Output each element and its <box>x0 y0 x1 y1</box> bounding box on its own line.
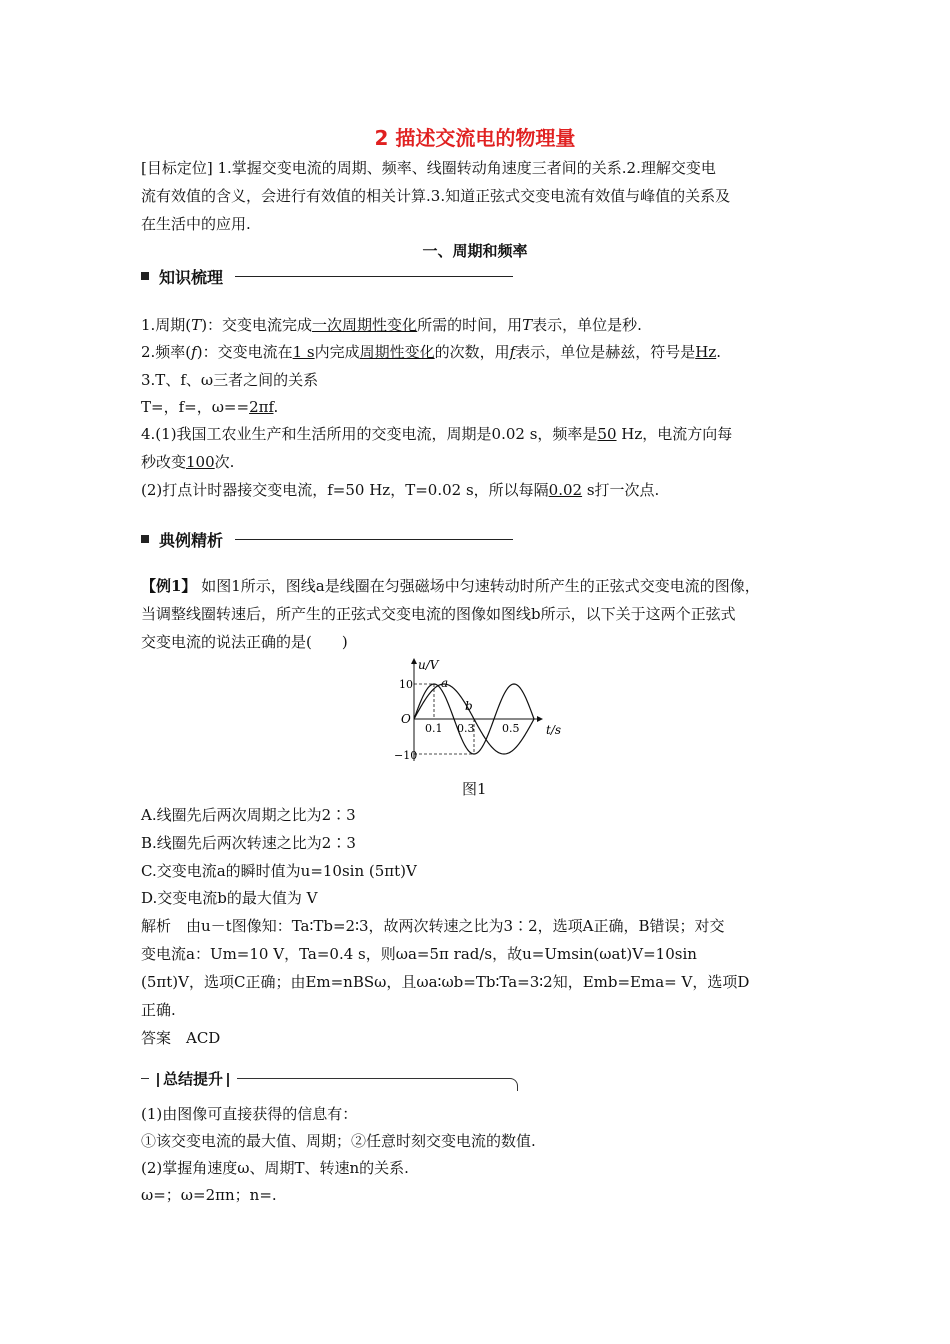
section-heading-examples: 典例精析 <box>141 527 513 551</box>
example-line: 当调整线圈转速后，所产生的正弦式交变电流的图像如图线b所示，以下关于这两个正弦式 <box>141 605 736 623</box>
objective-line: 在生活中的应用. <box>141 215 251 233</box>
part-heading: 一、周期和频率 <box>422 242 528 260</box>
x-axis-label: t/s <box>546 723 562 737</box>
option-c: C.交变电流a的瞬时值为u=10sin (5πt)V <box>141 862 417 880</box>
figure-caption: 图1 <box>462 780 487 798</box>
option-d: D.交变电流b的最大值为 V <box>141 889 318 907</box>
knowledge-line-4: T=，f=，ω==2πf. <box>141 398 279 416</box>
summary-line: ①该交变电流的最大值、周期；②任意时刻交变电流的数值. <box>141 1132 536 1150</box>
knowledge-line-3: 3.T、f、ω三者之间的关系 <box>141 371 319 389</box>
section-rule <box>235 539 513 540</box>
figure-1-chart <box>380 655 580 770</box>
square-bullet-icon <box>141 272 149 280</box>
analysis-line: (5πt)V，选项C正确；由Em=nBSω，且ωa∶ωb=Tb∶Ta=3∶2知，Emb=Ema= V，选项D <box>141 973 750 991</box>
summary-line: (1)由图像可直接获得的信息有： <box>141 1105 358 1123</box>
example-line: 【例1】 如图1所示，图线a是线圈在匀强磁场中匀速转动时所产生的正弦式交变电流的图像， <box>141 577 760 595</box>
knowledge-line-6: 秒改变100次. <box>141 453 235 471</box>
objective-line: [目标定位] 1.掌握交变电流的周期、频率、线圈转动角速度三者间的关系.2.理解交变电 <box>141 159 716 177</box>
curve-a-label: a <box>441 676 449 690</box>
x-tick-label: 0.3 <box>457 722 475 735</box>
curve-b-label: b <box>465 699 473 713</box>
y-axis-label: u/V <box>418 658 439 672</box>
section-heading-knowledge: 知识梳理 <box>141 264 513 288</box>
summary-line: ω=；ω=2πn；n=. <box>141 1186 277 1204</box>
option-b: B.线圈先后两次转速之比为2∶3 <box>141 834 356 852</box>
summary-box <box>141 1068 519 1092</box>
analysis-line: 变电流a：Um=10 V，Ta=0.4 s，则ωa=5π rad/s，故u=Umsin(ωat)V=10sin <box>141 945 697 963</box>
x-tick-label: 0.1 <box>425 722 443 735</box>
example-line: 交变电流的说法正确的是( ) <box>141 633 348 651</box>
summary-label: 总结提升 <box>149 1068 237 1090</box>
example-tag: 【例1】 <box>141 577 197 595</box>
origin-label: O <box>401 712 411 726</box>
summary-line: (2)掌握角速度ω、周期T、转速n的关系. <box>141 1159 409 1177</box>
knowledge-line-5: 4.(1)我国工农业生产和生活所用的交变电流，周期是0.02 s，频率是50 Hz，电流方向每 <box>141 425 733 443</box>
square-bullet-icon <box>141 535 149 543</box>
page-title: 2 描述交流电的物理量 <box>374 126 576 150</box>
y-tick-label: 10 <box>399 678 413 691</box>
x-tick-label: 0.5 <box>502 722 520 735</box>
analysis-line: 正确. <box>141 1001 176 1019</box>
option-a: A.线圈先后两次周期之比为2∶3 <box>141 806 356 824</box>
section-rule <box>235 276 513 277</box>
objective-line: 流有效值的含义，会进行有效值的相关计算.3.知道正弦式交变电流有效值与峰值的关系及 <box>141 187 731 205</box>
knowledge-line-1: 1.周期(T)：交变电流完成一次周期性变化所需的时间，用T表示，单位是秒. <box>141 316 642 334</box>
answer: 答案 ACD <box>141 1029 221 1047</box>
knowledge-line-2: 2.频率(f)：交变电流在1 s内完成周期性变化的次数，用f表示，单位是赫兹，符号是Hz. <box>141 343 721 361</box>
analysis-line: 解析 由u－t图像知：Ta∶Tb=2∶3，故两次转速之比为3∶2，选项A正确，B错误；对交 <box>141 917 725 935</box>
knowledge-line-7: (2)打点计时器接交变电流，f=50 Hz，T=0.02 s，所以每隔0.02 s打一次点. <box>141 481 660 499</box>
y-tick-label: −10 <box>394 749 418 762</box>
